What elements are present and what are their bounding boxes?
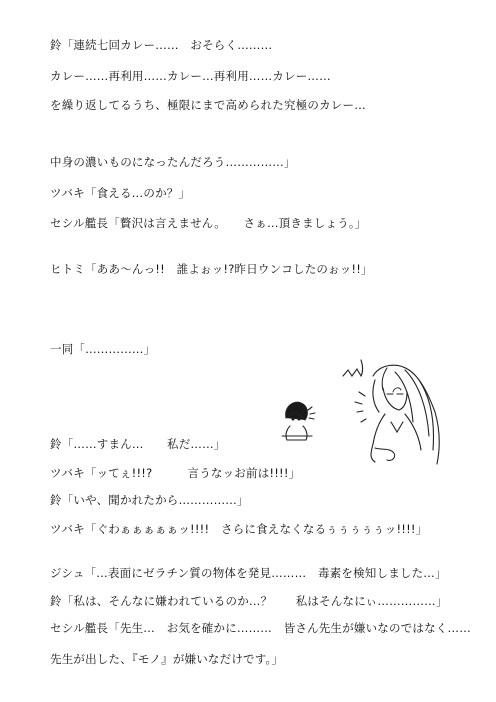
line-12: ツバキ「ぐわぁぁぁぁぁッ!!!! さらに食えなくなるぅぅぅぅぅッ!!!!」 bbox=[50, 522, 428, 536]
line-14: 鈴「私は、そんなに嫌われているのか…？ 私はそんなにぃ……………」 bbox=[50, 594, 448, 608]
line-5: ツバキ「食える…のか？」 bbox=[50, 186, 191, 200]
line-8: 一同「……………」 bbox=[50, 342, 156, 356]
line-7: ヒトミ「ああ～んっ!! 誰よぉッ!?昨日ウンコしたのぉッ!!」 bbox=[50, 262, 373, 276]
line-11: 鈴「いや、聞かれたから……………」 bbox=[50, 493, 249, 507]
line-6: セシル艦長「贅沢は言えません。 さぁ…頂きましょう。」 bbox=[50, 216, 367, 230]
line-4: 中身の濃いものになったんだろう……………」 bbox=[50, 155, 296, 169]
line-16: 先生が出した、『モノ』が嫌いなだけです。」 bbox=[50, 652, 284, 666]
line-1: 鈴「連続七回カレー…… おそらく……… bbox=[50, 38, 273, 52]
line-2: カレー……再利用……カレー…再利用……カレー…… bbox=[50, 69, 331, 83]
large-character-sketch bbox=[335, 352, 447, 472]
line-3: を繰り返してるうち、極限にまで高められた究極のカレー… bbox=[50, 98, 366, 112]
line-15: セシル艦長「先生… お気を確かに……… 皆さん先生が嫌いなのではなく…… bbox=[50, 621, 471, 635]
line-13: ジシュ「…表面にゼラチン質の物体を発見……… 毒素を検知しました…」 bbox=[50, 566, 447, 580]
line-9: 鈴「……すまん… 私だ……」 bbox=[50, 437, 226, 451]
small-character-sketch bbox=[268, 396, 328, 442]
line-10: ツバキ「ッてぇ!!!? 言うなッお前は!!!!」 bbox=[50, 466, 301, 480]
